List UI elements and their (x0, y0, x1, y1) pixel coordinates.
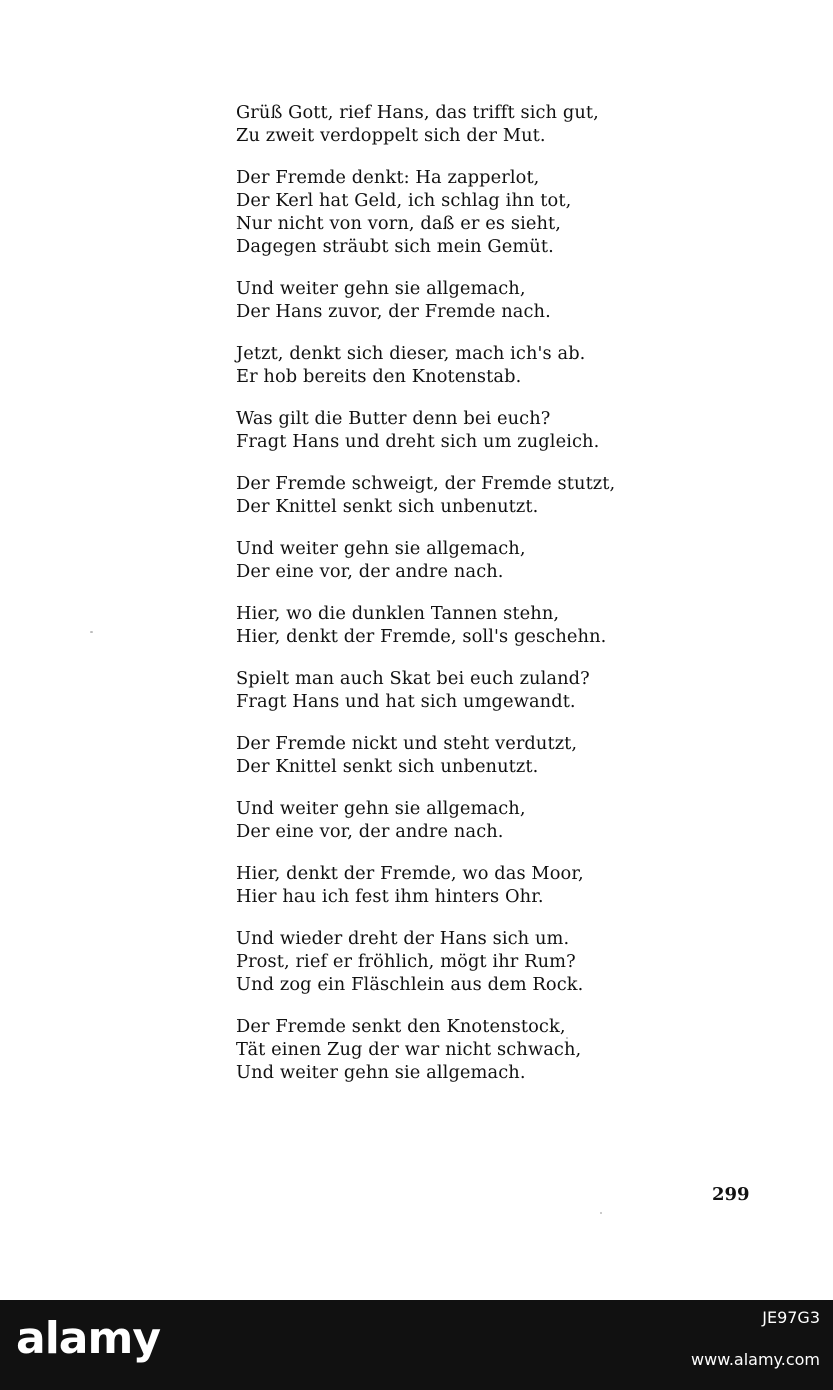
poem-line: Der Fremde nickt und steht verdutzt, (236, 733, 578, 754)
stanza (236, 407, 756, 453)
poem-text (236, 101, 756, 1103)
stanza (236, 472, 756, 518)
poem-line: Tät einen Zug der war nicht schwach, (236, 1039, 582, 1060)
poem-line: Nur nicht von vorn, daß er es sieht, (236, 213, 562, 234)
stanza (236, 602, 756, 648)
poem-line: Der Kerl hat Geld, ich schlag ihn tot, (236, 190, 572, 211)
poem-line: Dagegen sträubt sich mein Gemüt. (236, 236, 554, 257)
poem-line: Er hob bereits den Knotenstab. (236, 366, 522, 387)
page-number: 299 (712, 1184, 750, 1205)
watermark-logo: alamy (16, 1313, 160, 1364)
site-url: www.alamy.com (691, 1350, 820, 1369)
stanza (236, 667, 756, 713)
poem-line: Jetzt, denkt sich dieser, mach ich's ab. (236, 343, 586, 364)
stanza (236, 862, 756, 908)
poem-line: Hier, wo die dunklen Tannen stehn, (236, 603, 560, 624)
scan-speck (566, 1037, 568, 1039)
poem-line: Und weiter gehn sie allgemach. (236, 1062, 526, 1083)
poem-line: Der Knittel senkt sich unbenutzt. (236, 756, 539, 777)
scan-speck (90, 631, 93, 633)
poem-line: Der eine vor, der andre nach. (236, 821, 504, 842)
poem-line: Hier, denkt der Fremde, soll's geschehn. (236, 626, 607, 647)
stanza (236, 797, 756, 843)
poem-line: Der Hans zuvor, der Fremde nach. (236, 301, 551, 322)
poem-line: Grüß Gott, rief Hans, das trifft sich gut, (236, 102, 599, 123)
poem-line: Der eine vor, der andre nach. (236, 561, 504, 582)
poem-line: Was gilt die Butter denn bei euch? (236, 408, 551, 429)
stanza (236, 166, 756, 258)
poem-line: Hier, denkt der Fremde, wo das Moor, (236, 863, 584, 884)
poem-line: Und zog ein Fläschlein aus dem Rock. (236, 974, 584, 995)
poem-line: Und weiter gehn sie allgemach, (236, 538, 526, 559)
poem-line: Spielt man auch Skat bei euch zuland? (236, 668, 590, 689)
poem-line: Zu zweit verdoppelt sich der Mut. (236, 125, 546, 146)
poem-line: Und weiter gehn sie allgemach, (236, 278, 526, 299)
poem-line: Fragt Hans und dreht sich um zugleich. (236, 431, 600, 452)
poem-line: Der Fremde senkt den Knotenstock, (236, 1016, 566, 1037)
poem-line: Der Knittel senkt sich unbenutzt. (236, 496, 539, 517)
image-id: JE97G3 (762, 1308, 820, 1327)
stanza (236, 342, 756, 388)
stanza (236, 537, 756, 583)
stanza (236, 732, 756, 778)
stanza (236, 277, 756, 323)
stanza (236, 101, 756, 147)
scan-speck (600, 1212, 602, 1214)
poem-line: Fragt Hans und hat sich umgewandt. (236, 691, 576, 712)
poem-line: Der Fremde schweigt, der Fremde stutzt, (236, 473, 616, 494)
stanza (236, 1015, 756, 1084)
poem-line: Hier hau ich fest ihm hinters Ohr. (236, 886, 544, 907)
poem-line: Der Fremde denkt: Ha zapperlot, (236, 167, 540, 188)
poem-line: Prost, rief er fröhlich, mögt ihr Rum? (236, 951, 576, 972)
poem-line: Und wieder dreht der Hans sich um. (236, 928, 570, 949)
poem-line: Und weiter gehn sie allgemach, (236, 798, 526, 819)
stanza (236, 927, 756, 996)
